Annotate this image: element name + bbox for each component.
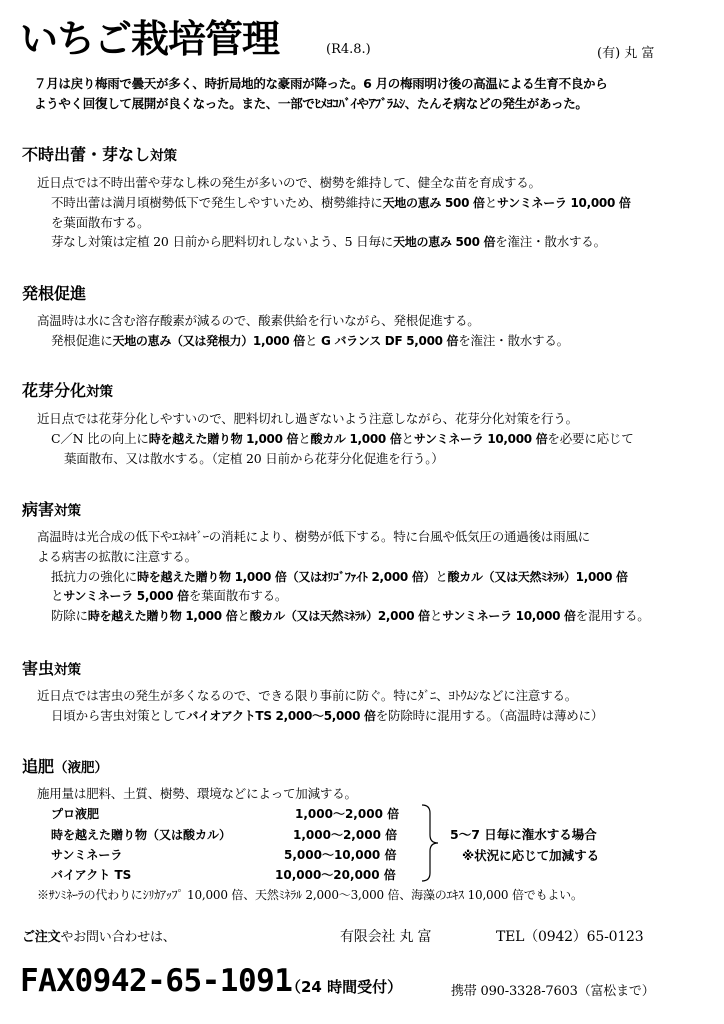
- text: と: [237, 608, 250, 623]
- issue-date: (R4.8.): [326, 42, 371, 57]
- text: 不時出蕾は満月頃樹勢低下で発生しやすいため、樹勢維持に: [51, 195, 383, 210]
- order-text: やお問い合わせは、: [60, 930, 176, 945]
- text: と: [51, 588, 64, 603]
- product-emphasis: サンミネーラ 5,000 倍: [63, 589, 189, 603]
- sec5-paragraph-1: 近日点では害虫の発生が多くなるので、できる限り事前に防ぐ。特にﾀﾞﾆ、ﾖﾄｳﾑｼなどに注意する。: [37, 688, 578, 703]
- product-emphasis: サンミネーラ 10,000 倍: [442, 609, 576, 623]
- text: を混用する。: [575, 608, 650, 623]
- heading-suffix: 対策: [86, 384, 114, 400]
- sec4-paragraph-2: よる病害の拡散に注意する。: [37, 549, 197, 564]
- text: を潅注・散水する。: [495, 234, 606, 249]
- product-emphasis: 酸カル（又は天然ﾐﾈﾗﾙ）1,000 倍: [447, 570, 628, 584]
- company-name-header: (有) 丸 富: [597, 46, 655, 61]
- text: 防除に: [51, 608, 88, 623]
- sec4-paragraph-3: [51, 567, 628, 585]
- watering-note: 5〜7 日毎に潅水する場合: [450, 827, 597, 842]
- sec1-paragraph-3: を葉面散布する。: [51, 215, 150, 230]
- product-emphasis: 酸カル（又は天然ﾐﾈﾗﾙ）2,000 倍: [249, 609, 430, 623]
- sec3-paragraph-3: 葉面散布、又は散水する。（定植 20 日前から花芽分化促進を行う。）: [64, 451, 444, 466]
- text: 日頃から害虫対策として: [51, 708, 187, 723]
- text: を防除時に混用する。（高温時は薄めに）: [375, 708, 604, 723]
- heading-main: 花芽分化: [22, 381, 87, 400]
- heading-suffix: （液肥）: [54, 760, 109, 776]
- section-heading-flower-bud: [22, 142, 177, 165]
- fertilizer-rate: 10,000〜20,000 倍: [275, 868, 396, 882]
- sec3-paragraph-2: [51, 429, 634, 447]
- product-emphasis: 天地の恵み（又は発根力）1,000 倍: [112, 334, 305, 348]
- product-emphasis: サンミネーラ 10,000 倍: [497, 196, 631, 210]
- sec4-paragraph-4: [51, 586, 287, 604]
- heading-main: 追肥: [22, 757, 55, 776]
- text: 抵抗力の強化に: [51, 569, 138, 584]
- section-heading-disease: [22, 497, 81, 520]
- text: と: [435, 569, 448, 584]
- order-label: ご注文: [22, 930, 61, 945]
- brace-bracket: [420, 803, 442, 883]
- text: C／N 比の向上に: [51, 431, 149, 446]
- heading-main: 害虫: [22, 659, 55, 678]
- heading-suffix: 対策: [150, 148, 178, 164]
- section-heading-topdressing: [22, 754, 108, 777]
- sec4-paragraph-5: [51, 606, 650, 624]
- fertilizer-rate: 1,000〜2,000 倍: [295, 807, 400, 821]
- heading-suffix: 対策: [54, 662, 82, 678]
- sec6-paragraph-1: 施用量は肥料、土質、樹勢、環境などによって加減する。: [37, 786, 357, 801]
- text: 芽なし対策は定植 20 日前から肥料切れしないよう、5 日毎に: [51, 234, 394, 249]
- mobile-number: 携帯 090-3328-7603（富松まで）: [451, 984, 655, 999]
- text: と: [298, 431, 311, 446]
- product-emphasis: G バランス DF 5,000 倍: [321, 334, 459, 348]
- product-emphasis: 天地の恵み 500 倍: [382, 196, 485, 210]
- fertilizer-rate: 1,000〜2,000 倍: [293, 828, 398, 842]
- section-heading-rooting: 発根促進: [22, 284, 87, 303]
- product-emphasis: 酸カル 1,000 倍: [310, 432, 402, 446]
- order-inquiry: [22, 926, 176, 945]
- adjust-note: ※状況に応じて加減する: [462, 848, 600, 863]
- fertilizer-name: バイアクト TS: [51, 868, 132, 882]
- text: を潅注・散水する。: [458, 333, 569, 348]
- product-emphasis: 時を越えた贈り物 1,000 倍（又はｵﾘｺﾞﾌｧｲﾄ 2,000 倍）: [137, 570, 436, 584]
- substitute-footnote: ※ｻﾝﾐﾈｰﾗの代わりにｼﾘｶｱｯﾌﾟ 10,000 倍、天然ﾐﾈﾗﾙ 2,000〜3,000 倍、海藻のｴｷｽ 10,000 倍でもよい。: [37, 888, 583, 902]
- sec1-paragraph-1: 近日点では不時出蕾や芽なし株の発生が多いので、樹勢を維持して、健全な苗を育成する。: [37, 175, 541, 190]
- sec2-paragraph-1: 高温時は水に含む溶存酸素が減るので、酸素供給を行いながら、発根促進する。: [37, 313, 480, 328]
- text: と: [484, 195, 498, 210]
- intro-line-1: ７月は戻り梅雨で曇天が多く、時折局地的な豪雨が降った。6 月の梅雨明け後の高温による生育不良から: [34, 76, 608, 91]
- section-heading-pests: [22, 656, 81, 679]
- sec1-paragraph-2: [51, 193, 631, 211]
- heading-main: 不時出蕾・芽なし: [22, 145, 151, 164]
- fertilizer-name: サンミネーラ: [51, 848, 123, 862]
- text: を葉面散布する。: [188, 588, 288, 603]
- sec5-paragraph-2: [51, 706, 603, 724]
- section-heading-flower-differentiation: [22, 378, 113, 401]
- sec1-paragraph-4: [51, 232, 606, 250]
- sec2-paragraph-2: [51, 331, 569, 349]
- product-emphasis: 天地の恵み 500 倍: [393, 235, 496, 249]
- fax-number: FAX0942-65-1091: [20, 963, 293, 999]
- product-emphasis: 時を越えた贈り物 1,000 倍: [87, 609, 238, 623]
- text: 発根促進に: [51, 333, 113, 348]
- fertilizer-rate: 5,000〜10,000 倍: [284, 848, 397, 862]
- text: を必要に応じて: [547, 431, 634, 446]
- heading-main: 病害: [22, 500, 55, 519]
- fax-hours: （24 時間受付）: [286, 978, 403, 996]
- telephone-number: TEL（0942）65-0123: [496, 929, 644, 945]
- sec4-paragraph-1: 高温時は光合成の低下やｴﾈﾙｷﾞｰの消耗により、樹勢が低下する。特に台風や低気圧の通過後は雨風に: [37, 529, 591, 544]
- text: と: [401, 431, 414, 446]
- sec3-paragraph-1: 近日点では花芽分化しやすいので、肥料切れし過ぎないよう注意しながら、花芽分化対策を行う。: [37, 411, 578, 426]
- fertilizer-name: プロ液肥: [51, 807, 100, 821]
- product-emphasis: サンミネーラ 10,000 倍: [413, 432, 548, 446]
- text: と: [304, 333, 322, 348]
- text: と: [429, 608, 443, 623]
- heading-suffix: 対策: [54, 503, 82, 519]
- fertilizer-name: 時を越えた贈り物（又は酸カル）: [51, 828, 232, 842]
- intro-line-2: ようやく回復して展開が良くなった。また、一部でﾋﾒﾖｺﾊﾞｲやｱﾌﾞﾗﾑｼ、たんそ病などの発生があった。: [34, 96, 588, 111]
- company-name-footer: 有限会社 丸 富: [340, 929, 432, 945]
- product-emphasis: バイオアクトTS 2,000〜5,000 倍: [186, 709, 376, 723]
- page-title: いちご栽培管理: [20, 17, 280, 61]
- product-emphasis: 時を越えた贈り物 1,000 倍: [148, 432, 299, 446]
